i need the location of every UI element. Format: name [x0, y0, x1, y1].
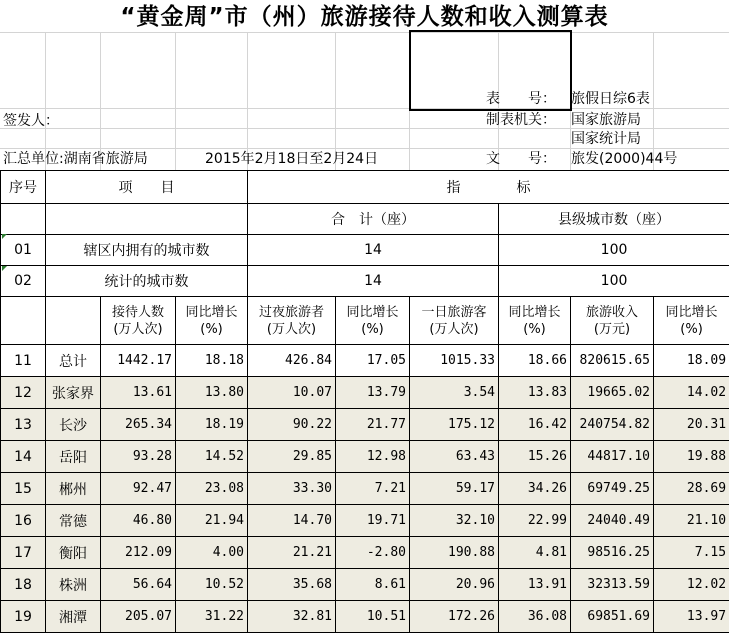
- seq-cell: 01: [1, 235, 46, 266]
- value-cell[interactable]: 426.84: [248, 345, 336, 377]
- table-row: [1, 601, 729, 633]
- gridline: [0, 32, 729, 33]
- value-cell[interactable]: 28.69: [654, 473, 729, 505]
- value-cell[interactable]: 10.52: [176, 569, 248, 601]
- seq-cell[interactable]: 18: [1, 569, 46, 601]
- table-row: [1, 537, 729, 569]
- gridline: [175, 32, 176, 170]
- value-cell[interactable]: 20.96: [410, 569, 499, 601]
- value-cell: 14: [248, 235, 499, 266]
- value-cell[interactable]: 17.05: [336, 345, 410, 377]
- doc-value: 旅发(2000)44号: [571, 151, 678, 167]
- value-cell[interactable]: 3.54: [410, 377, 499, 409]
- value-cell[interactable]: 172.26: [410, 601, 499, 633]
- table-row: [1, 505, 729, 537]
- table-row: [1, 345, 729, 377]
- column-header: 同比增长 (%): [499, 297, 571, 345]
- value-cell[interactable]: 23.08: [176, 473, 248, 505]
- value-cell[interactable]: 19.88: [654, 441, 729, 473]
- value-cell[interactable]: 13.80: [176, 377, 248, 409]
- indicator-header: 指 标: [248, 171, 729, 204]
- doc-label: 文 号：: [486, 151, 556, 167]
- value-cell[interactable]: 265.34: [101, 409, 176, 441]
- value-cell[interactable]: 93.28: [101, 441, 176, 473]
- table-row: [1, 409, 729, 441]
- value-cell[interactable]: 90.22: [248, 409, 336, 441]
- value-cell[interactable]: 44817.10: [571, 441, 654, 473]
- value-cell[interactable]: 240754.82: [571, 409, 654, 441]
- value-cell[interactable]: 15.26: [499, 441, 571, 473]
- value-cell[interactable]: 98516.25: [571, 537, 654, 569]
- value-cell[interactable]: 12.98: [336, 441, 410, 473]
- form-no-value: 旅假日综6表: [571, 91, 650, 107]
- value-cell[interactable]: 4.81: [499, 537, 571, 569]
- value-cell[interactable]: 175.12: [410, 409, 499, 441]
- city-name-cell[interactable]: 岳阳: [46, 441, 101, 473]
- value-cell[interactable]: 1015.33: [410, 345, 499, 377]
- value-cell[interactable]: 32313.59: [571, 569, 654, 601]
- value-cell[interactable]: 34.26: [499, 473, 571, 505]
- column-header: 过夜旅游者 (万人次): [248, 297, 336, 345]
- signer-label: 签发人：: [3, 113, 59, 129]
- statistics-table: [0, 170, 729, 633]
- value-cell[interactable]: 10.07: [248, 377, 336, 409]
- value-cell[interactable]: 69749.25: [571, 473, 654, 505]
- column-header: 接待人数 (万人次): [101, 297, 176, 345]
- city-name-cell[interactable]: 长沙: [46, 409, 101, 441]
- value-cell: 100: [499, 266, 729, 297]
- value-cell[interactable]: 46.80: [101, 505, 176, 537]
- value-cell[interactable]: 8.61: [336, 569, 410, 601]
- value-cell[interactable]: 21.10: [654, 505, 729, 537]
- value-cell[interactable]: 13.83: [499, 377, 571, 409]
- form-no-label: 表 号：: [486, 91, 556, 107]
- table-row: [1, 473, 729, 505]
- city-name-cell[interactable]: 衡阳: [46, 537, 101, 569]
- item-cell: 统计的城市数: [46, 266, 248, 297]
- seq-cell[interactable]: 14: [1, 441, 46, 473]
- header-row: [1, 204, 729, 235]
- table-row: [1, 235, 729, 266]
- value-cell[interactable]: 36.08: [499, 601, 571, 633]
- seq-cell[interactable]: 15: [1, 473, 46, 505]
- value-cell[interactable]: 13.61: [101, 377, 176, 409]
- value-cell[interactable]: 32.10: [410, 505, 499, 537]
- table-row: [1, 266, 729, 297]
- value-cell[interactable]: 92.47: [101, 473, 176, 505]
- value-cell[interactable]: 29.85: [248, 441, 336, 473]
- value-cell[interactable]: 24040.49: [571, 505, 654, 537]
- value-cell[interactable]: 19665.02: [571, 377, 654, 409]
- city-name-cell[interactable]: 株洲: [46, 569, 101, 601]
- column-header: 同比增长 (%): [654, 297, 729, 345]
- value-cell[interactable]: 190.88: [410, 537, 499, 569]
- city-name-cell[interactable]: 郴州: [46, 473, 101, 505]
- value-cell[interactable]: 4.00: [176, 537, 248, 569]
- value-cell[interactable]: 69851.69: [571, 601, 654, 633]
- value-cell[interactable]: 63.43: [410, 441, 499, 473]
- total-header: 合 计（座）: [248, 204, 499, 235]
- city-name-cell[interactable]: 湘潭: [46, 601, 101, 633]
- value-cell[interactable]: 18.19: [176, 409, 248, 441]
- cell-marker-icon: [2, 234, 7, 239]
- value-cell[interactable]: 18.66: [499, 345, 571, 377]
- summary-unit: 汇总单位:湖南省旅游局: [3, 151, 148, 167]
- column-header: 旅游收入 (万元): [571, 297, 654, 345]
- column-header-row: [1, 297, 729, 345]
- seq-cell[interactable]: 12: [1, 377, 46, 409]
- page-title: “黄金周”市（州）旅游接待人数和收入测算表: [120, 4, 609, 30]
- value-cell[interactable]: 14.70: [248, 505, 336, 537]
- data-rows: [1, 345, 729, 633]
- seq-cell: 02: [1, 266, 46, 297]
- value-cell[interactable]: 212.09: [101, 537, 176, 569]
- item-header: 项 目: [46, 171, 248, 204]
- date-range: 2015年2月18日至2月24日: [205, 151, 379, 167]
- table-row: [1, 377, 729, 409]
- value-cell[interactable]: 1442.17: [101, 345, 176, 377]
- value-cell: 14: [248, 266, 499, 297]
- city-name-cell[interactable]: 张家界: [46, 377, 101, 409]
- value-cell[interactable]: 59.17: [410, 473, 499, 505]
- issuer-value: 国家统计局: [571, 131, 641, 147]
- issuer-value: 国家旅游局: [571, 112, 641, 128]
- item-cell: 辖区内拥有的城市数: [46, 235, 248, 266]
- value-cell[interactable]: 18.18: [176, 345, 248, 377]
- value-cell[interactable]: 56.64: [101, 569, 176, 601]
- value-cell[interactable]: 19.71: [336, 505, 410, 537]
- county-header: 县级城市数（座）: [499, 204, 729, 235]
- column-header: 同比增长 (%): [336, 297, 410, 345]
- value-cell[interactable]: 22.99: [499, 505, 571, 537]
- seq-cell[interactable]: 17: [1, 537, 46, 569]
- column-header: 一日旅游客 (万人次): [410, 297, 499, 345]
- city-name-cell[interactable]: 常德: [46, 505, 101, 537]
- value-cell[interactable]: 14.52: [176, 441, 248, 473]
- value-cell[interactable]: 13.97: [654, 601, 729, 633]
- value-cell[interactable]: 12.02: [654, 569, 729, 601]
- column-header: 同比增长 (%): [176, 297, 248, 345]
- value-cell[interactable]: 18.09: [654, 345, 729, 377]
- seq-header: 序号: [1, 171, 46, 204]
- table-row: [1, 441, 729, 473]
- value-cell[interactable]: 33.30: [248, 473, 336, 505]
- value-cell[interactable]: 32.81: [248, 601, 336, 633]
- seq-cell[interactable]: 16: [1, 505, 46, 537]
- value-cell[interactable]: 13.91: [499, 569, 571, 601]
- value-cell[interactable]: 35.68: [248, 569, 336, 601]
- header-row: [1, 171, 729, 204]
- value-cell[interactable]: 16.42: [499, 409, 571, 441]
- value-cell[interactable]: 7.21: [336, 473, 410, 505]
- value-cell[interactable]: 21.77: [336, 409, 410, 441]
- issuer-label: 制表机关：: [486, 112, 556, 128]
- city-name-cell[interactable]: 总计: [46, 345, 101, 377]
- value-cell[interactable]: 14.02: [654, 377, 729, 409]
- value-cell[interactable]: 21.94: [176, 505, 248, 537]
- seq-cell[interactable]: 11: [1, 345, 46, 377]
- value-cell[interactable]: 10.51: [336, 601, 410, 633]
- table-row: [1, 569, 729, 601]
- value-cell[interactable]: 7.15: [654, 537, 729, 569]
- value-cell[interactable]: -2.80: [336, 537, 410, 569]
- gridline: [0, 148, 729, 149]
- value-cell[interactable]: 13.79: [336, 377, 410, 409]
- value-cell[interactable]: 20.31: [654, 409, 729, 441]
- value-cell[interactable]: 205.07: [101, 601, 176, 633]
- value-cell[interactable]: 31.22: [176, 601, 248, 633]
- value-cell: 100: [499, 235, 729, 266]
- value-cell[interactable]: 820615.65: [571, 345, 654, 377]
- seq-cell[interactable]: 13: [1, 409, 46, 441]
- cell-marker-icon: [2, 266, 7, 271]
- seq-cell[interactable]: 19: [1, 601, 46, 633]
- value-cell[interactable]: 21.21: [248, 537, 336, 569]
- gridline: [0, 108, 729, 109]
